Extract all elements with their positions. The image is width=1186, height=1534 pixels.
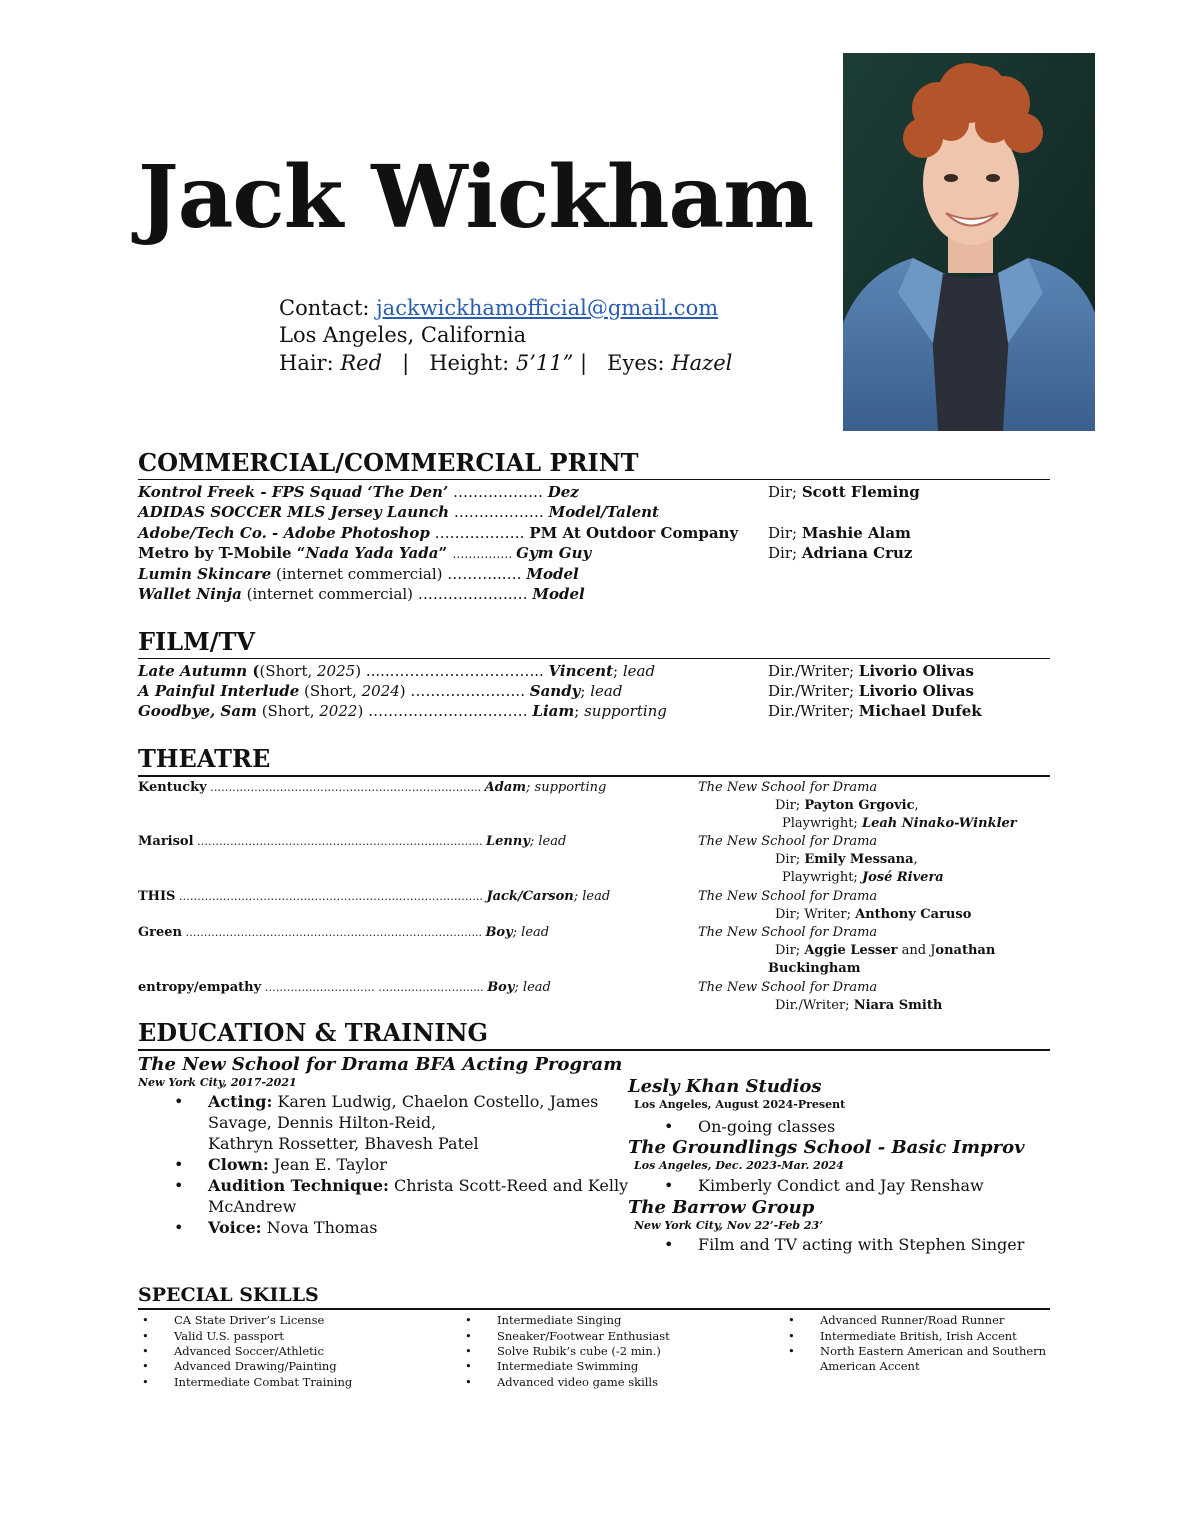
skill-item: • Intermediate Combat Training <box>142 1375 353 1389</box>
list-item-cont: Savage, Dennis Hilton-Reid, <box>208 1113 437 1132</box>
credit-row: Goodbye, Sam (Short, 2022) …………………..……… Liam; supporting Dir./Writer; Michael Dufek <box>138 702 982 720</box>
credit-row: Metro by T-Mobile “Nada Yada Yada” …………… Gym Guy Dir; Adriana Cruz <box>138 544 913 562</box>
section-title-film: FILM/TV <box>138 627 255 656</box>
school-place: New York City, Nov 22’-Feb 23’ <box>634 1219 824 1232</box>
eyes-value: Hazel <box>671 351 733 375</box>
attributes-line: Hair: Red | Height: 5’11” | Eyes: Hazel <box>279 351 733 375</box>
section-divider <box>138 775 1050 777</box>
contact-label: Contact: <box>279 296 370 320</box>
contact-line <box>279 294 718 322</box>
location: Los Angeles, California <box>279 323 527 347</box>
list-item: • Voice: Nova Thomas <box>208 1217 377 1238</box>
list-item: • On-going classes <box>698 1116 835 1137</box>
skill-item: • CA State Driver’s License <box>142 1313 325 1327</box>
skill-item: • Advanced Soccer/Athletic <box>142 1344 324 1358</box>
skill-item: • Advanced Runner/Road Runner <box>788 1313 1005 1327</box>
skill-item: • Intermediate Singing <box>465 1313 622 1327</box>
skill-item: • Intermediate Swimming <box>465 1359 639 1373</box>
credit-row: A Painful Interlude (Short, 2024) ………………….. Sandy; lead Dir./Writer; Livorio Olivas <box>138 682 974 700</box>
section-title-education: EDUCATION & TRAINING <box>138 1018 489 1047</box>
skill-item-cont: American Accent <box>820 1359 920 1373</box>
credit-row: Lumin Skincare (internet commercial) ………...… Model <box>138 565 579 583</box>
credit-row: Wallet Ninja (internet commercial) ……………….… Model <box>138 585 585 603</box>
skill-item: • North Eastern American and Southern <box>788 1344 1047 1358</box>
list-item: • Film and TV acting with Stephen Singer <box>698 1234 1024 1255</box>
section-title-commercial: COMMERCIAL/COMMERCIAL PRINT <box>138 448 639 477</box>
school-name: The New School for Drama BFA Acting Program <box>138 1054 623 1075</box>
list-item: • Kimberly Condict and Jay Renshaw <box>698 1175 984 1196</box>
list-item: • Audition Technique: Christa Scott-Reed and Kelly <box>208 1175 628 1196</box>
school-place: Los Angeles, Dec. 2023-Mar. 2024 <box>634 1159 844 1172</box>
section-divider <box>138 658 1050 659</box>
section-title-theatre: THEATRE <box>138 744 271 773</box>
credit-row: Adobe/Tech Co. - Adobe Photoshop ……………… PM At Outdoor Company Dir; Mashie Alam <box>138 524 911 542</box>
list-item-cont: McAndrew <box>208 1197 297 1216</box>
school-place: Los Angeles, August 2024-Present <box>634 1098 846 1111</box>
list-item: • Acting: Karen Ludwig, Chaelon Costello, James <box>208 1091 598 1112</box>
skill-item: • Valid U.S. passport <box>142 1329 284 1343</box>
school-name: The Barrow Group <box>628 1197 815 1218</box>
school-name: The Groundlings School - Basic Improv <box>628 1137 1025 1158</box>
page-title: Jack Wickham <box>138 147 814 248</box>
school-place: New York City, 2017-2021 <box>138 1076 297 1089</box>
list-item-cont: Kathryn Rossetter, Bhavesh Patel <box>208 1134 479 1153</box>
section-title-skills: SPECIAL SKILLS <box>138 1284 319 1306</box>
section-divider <box>138 479 1050 480</box>
height-value: 5’11” <box>515 351 574 375</box>
headshot-photo <box>843 53 1095 431</box>
email-link[interactable]: jackwickhamofficial@gmail.com <box>376 296 719 320</box>
section-divider <box>138 1308 1050 1310</box>
section-divider <box>138 1049 1050 1051</box>
credit-row: Kontrol Freek - FPS Squad ‘The Den’ ……………… Dez Dir; Scott Fleming <box>138 483 920 501</box>
skill-item: • Advanced video game skills <box>465 1375 658 1389</box>
school-name: Lesly Khan Studios <box>628 1076 822 1097</box>
credit-row: Late Autumn ((Short, 2025) ......………………………... Vincent; lead Dir./Writer; Livorio Olivas <box>138 662 974 680</box>
list-item: • Clown: Jean E. Taylor <box>208 1154 387 1175</box>
hair-value: Red <box>340 351 383 375</box>
credit-row: ADIDAS SOCCER MLS Jersey Launch ……………… Model/Talent <box>138 503 659 521</box>
skill-item: • Sneaker/Footwear Enthusiast <box>465 1329 670 1343</box>
skill-item: • Solve Rubik’s cube (-2 min.) <box>465 1344 661 1358</box>
skill-item: • Advanced Drawing/Painting <box>142 1359 337 1373</box>
skill-item: • Intermediate British, Irish Accent <box>788 1329 1017 1343</box>
